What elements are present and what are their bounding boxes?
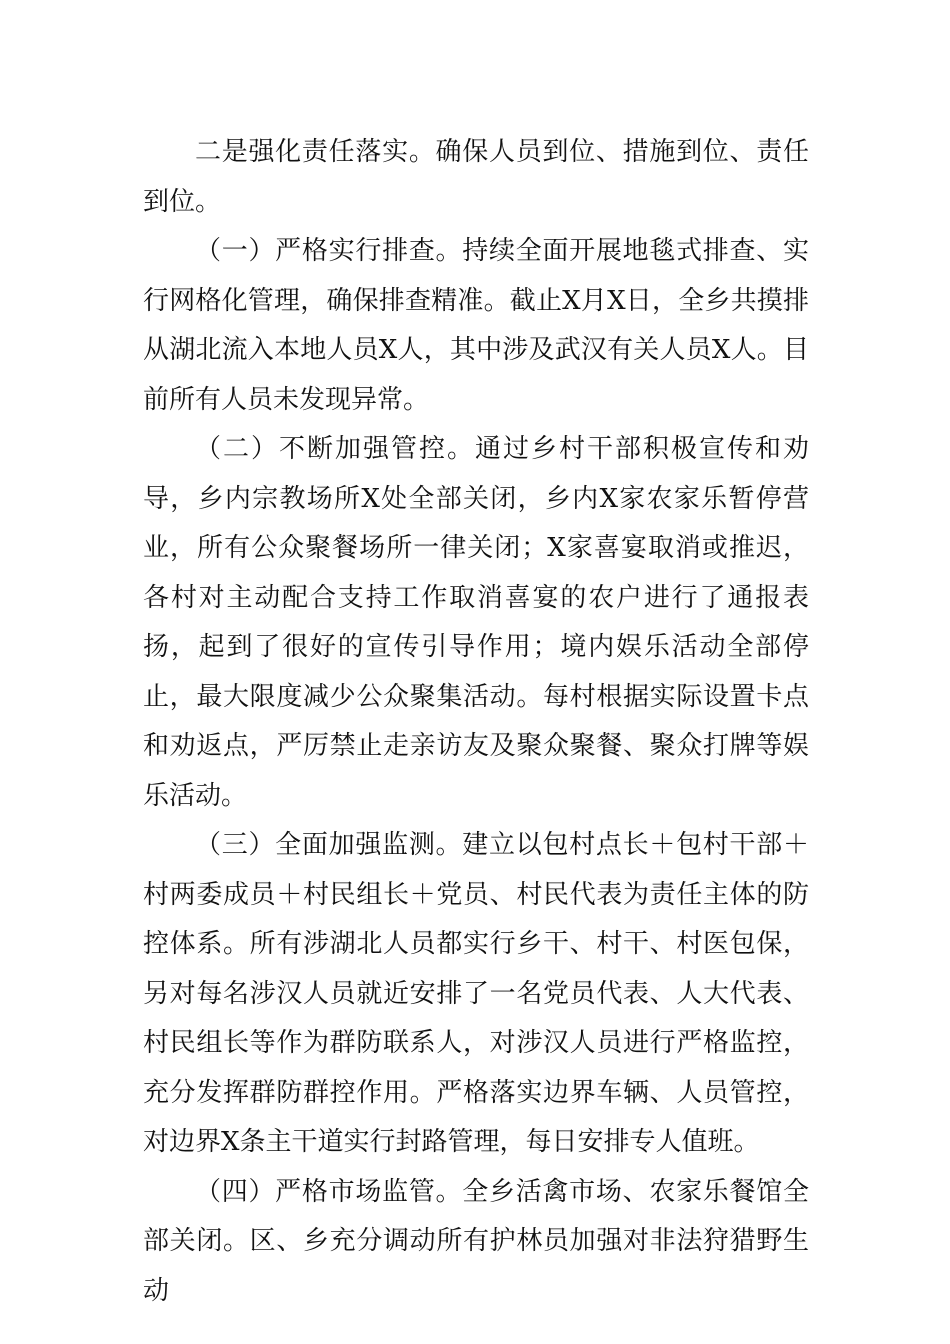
paragraph-screening: （一）严格实行排查。持续全面开展地毯式排查、实行网格化管理，确保排查精准。截止X月X日，全乡共摸排从湖北流入本地人员X人，其中涉及武汉有关人员X人。目前所有人员未发现异常。 [143,236,809,415]
paragraph-responsibility: 二是强化责任落实。确保人员到位、措施到位、责任到位。 [143,137,809,217]
paragraph-market-supervision: （四）严格市场监管。全乡活禽市场、农家乐餐馆全部关闭。区、乡充分调动所有护林员加强对非法狩猎野生动 [143,1176,809,1306]
paragraph-monitoring: （三）全面加强监测。建立以包村点长＋包村干部＋村两委成员＋村民组长＋党员、村民代表为责任主体的防控体系。所有涉湖北人员都实行乡干、村干、村医包保，另对每名涉汉人员就近安排了一名党员代表、人大代表、村民组长等作为群防联系人，对涉汉人员进行严格监控，充分发挥群防群控作用。严格落实边界车辆、人员管控，对边界X条主干道实行封路管理，每日安排专人值班。 [143,830,809,1157]
paragraph-control: （二）不断加强管控。通过乡村干部积极宣传和劝导，乡内宗教场所X处全部关闭，乡内X家农家乐暂停营业，所有公众聚餐场所一律关闭；X家喜宴取消或推迟，各村对主动配合支持工作取消喜宴的农户进行了通报表扬，起到了很好的宣传引导作用；境内娱乐活动全部停止，最大限度减少公众聚集活动。每村根据实际设置卡点和劝返点，严厉禁止走亲访友及聚众聚餐、聚众打牌等娱乐活动。 [143,434,809,811]
document-body [143,128,809,1316]
